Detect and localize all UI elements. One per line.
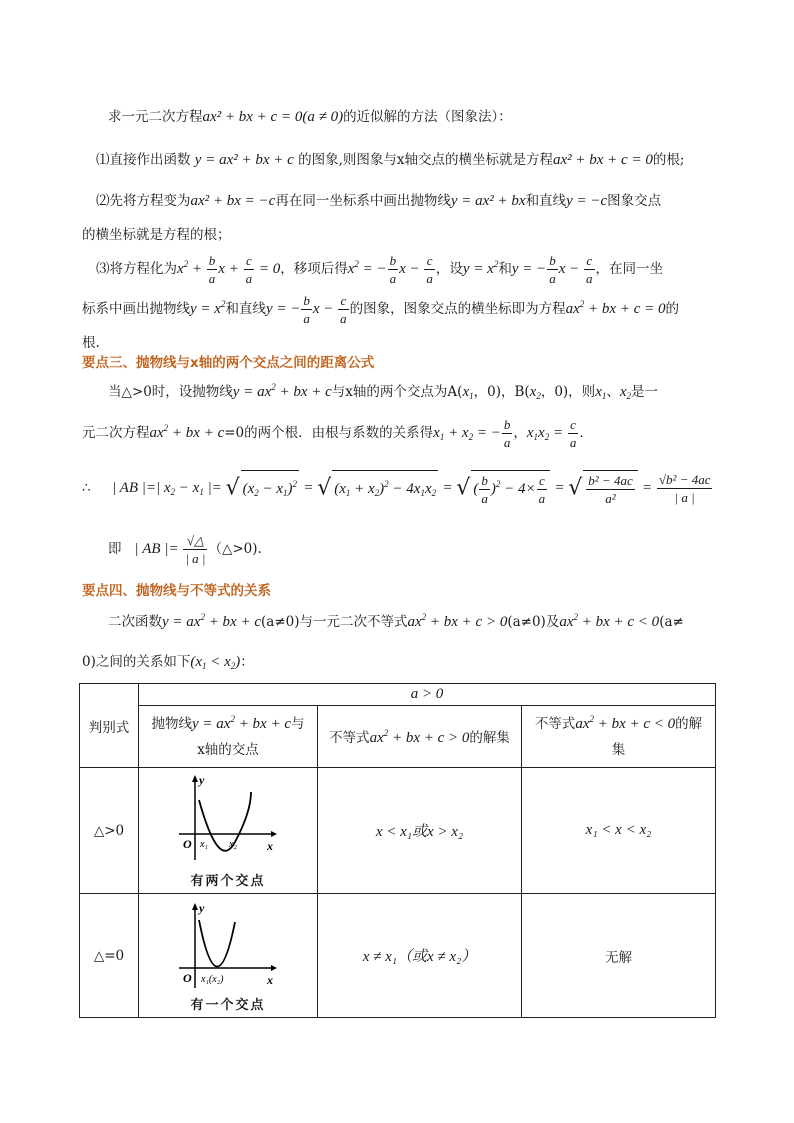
lt-solution-cell xyxy=(522,768,716,894)
discriminant-cell: △>0 xyxy=(80,768,139,894)
text: ⑴直接作出函数 xyxy=(96,152,191,168)
text: ，设 xyxy=(435,261,463,277)
method-2-line-2 xyxy=(82,225,722,245)
text: ⑵先将方程变为 xyxy=(96,193,191,209)
section-3-heading: 要点三、抛物线与x轴的两个交点之间的距离公式 xyxy=(82,355,375,371)
text: ⑶将方程化为 xyxy=(96,261,177,277)
method-1 xyxy=(96,150,736,170)
text: 和直线 xyxy=(225,301,266,317)
text: 再在同一坐标系中画出抛物线 xyxy=(275,193,451,209)
equation: y = ax² + bx xyxy=(450,193,526,209)
x-axis-label: x xyxy=(267,839,273,853)
text: 标系中画出抛物线 xyxy=(82,301,190,317)
text: ，0)，B( xyxy=(473,384,530,400)
method-3-line-2: 标系中画出抛物线$y = x^2$和直线y = − $\frac{b}{a}$ x − $\frac{c}{a}$ 的图象，图象交点的横坐标即为方程$ax^2$ + bx + c = 0的 xyxy=(82,293,679,326)
text: 集 xyxy=(611,741,626,758)
graph-caption: 有两个交点 xyxy=(190,874,266,889)
text: 的解集 xyxy=(469,730,510,746)
text: 抛物线 xyxy=(151,715,192,732)
section-3-para-2: 元二次方程$ax^2$ + bx + c=0的两个根．由根与系数的关系得$x_1 + x_2$ = − $\frac{b}{a}$ ，$x_1x_2$ = $\frac{c}{a}$ ． xyxy=(82,417,593,450)
text: 的图象，图象交点的横坐标即为方程 xyxy=(349,301,566,317)
one-intersection-graph xyxy=(173,898,283,998)
method-3: ⑶将方程化为$x^2$ + $\frac{b}{a}$ x + $\frac{c}{a}$ = 0，移项后得$x^2$ = − $\frac{b}{a}$ x − $\frac{c}{a}$ ，设$y = x^2$和y = − $\frac{b}{a}$ x − $\frac{c}{a}$ ，在同一坐 xyxy=(96,253,664,286)
a-positive-header xyxy=(139,684,716,706)
solution-text: x₁ < x < x₂ xyxy=(585,822,652,838)
solution-text: 无解 xyxy=(605,949,632,966)
text: 元二次方程 xyxy=(82,425,150,441)
origin-label: O xyxy=(183,971,192,985)
text: 与 xyxy=(291,715,305,732)
method-2 xyxy=(96,191,736,211)
header-text: a > 0 xyxy=(410,686,444,702)
equation: ax² + bx + c = 0(a ≠ 0) xyxy=(202,109,344,125)
text: 是一 xyxy=(631,384,659,400)
text: 和 xyxy=(498,261,512,277)
text: (a≠0)与一元二次不等式 xyxy=(261,614,408,630)
text: 和直线 xyxy=(525,193,567,209)
text: (a≠0)及 xyxy=(507,614,560,630)
discriminant-header: 判别式 xyxy=(80,684,139,768)
text: ： xyxy=(240,654,254,670)
x2-label: x₂ xyxy=(229,839,237,850)
solution-text: x < x₁或x > x₂ xyxy=(375,824,464,840)
text: x轴的交点 xyxy=(197,741,259,758)
x-axis-arrow-icon xyxy=(271,831,277,837)
text: ，0)，则 xyxy=(540,384,596,400)
table-row xyxy=(80,894,716,1018)
y-axis-arrow-icon xyxy=(192,775,198,782)
equation: ax² + bx + c = 0 xyxy=(553,152,653,168)
distance-formula: ∴ | AB |=| $x_2 - x_1$ |= √ $(x_2 - x_1)^2$ = √ $(x_1 + x_2)^2 - 4x_1x_2$ = √ ( $\frac{b}{a}$ )$^2$ − 4× $\frac{c}{a}$ = √ $\frac{\text{b² − 4ac}}{\text{a²}}$ = $\frac{\text{√b² − 4ac}}{| a |}$ xyxy=(82,472,711,506)
origin-label: O xyxy=(183,837,192,851)
text: 、 xyxy=(606,384,620,400)
text: ， xyxy=(513,425,527,441)
text: 即 xyxy=(108,541,122,557)
text: 的根; xyxy=(652,152,685,168)
section-3-para-1: 当△>0时，设抛物线$y = ax^2$ + bx + c与x轴的两个交点为$A(x_1$，0)，$B(x_2$，0)，则$x_1$、$x_2$是一 xyxy=(108,382,659,401)
text: ． xyxy=(579,425,593,441)
text: 的 xyxy=(665,301,679,317)
intro-line-1 xyxy=(108,107,748,127)
table-row xyxy=(80,768,716,894)
y-axis-arrow-icon xyxy=(192,903,198,910)
text: (a≠ xyxy=(659,614,684,630)
y-axis-label: y xyxy=(199,901,205,915)
graph-caption: 有一个交点 xyxy=(190,998,266,1013)
graph-cell xyxy=(139,894,318,1018)
y-axis-label: y xyxy=(199,773,205,787)
text: 0)之间的关系如下 xyxy=(82,654,191,670)
solution-text: x ≠ x₁（或x ≠ x₂） xyxy=(362,949,477,965)
text: 的解 xyxy=(675,715,703,732)
text: ，在同一坐 xyxy=(595,261,664,277)
lt-solution-cell xyxy=(522,894,716,1018)
section-4-para-1: 二次函数$y = ax^2$ + bx + c(a≠0)与一元二次不等式$ax^2$ + bx + c > 0(a≠0)及$ax^2$ + bx + c < 0(a≠ xyxy=(108,612,684,630)
parabola-curve xyxy=(199,920,235,967)
gt-solution-cell xyxy=(318,768,522,894)
text: 不等式 xyxy=(534,715,576,732)
distance-formula-short: 即 | AB |= $\frac{√\triangle}{| a |}$ （△>0). xyxy=(108,533,262,566)
x-axis-arrow-icon xyxy=(271,965,277,971)
text: 的图象,则图象与x轴交点的横坐标就是方程 xyxy=(298,152,553,168)
text: 的近似解的方法（图象法）： xyxy=(343,109,512,125)
therefore-symbol: ∴ xyxy=(82,480,91,496)
gt-solution-cell xyxy=(318,894,522,1018)
text: 当△>0时，设抛物线 xyxy=(108,384,233,400)
relation-table xyxy=(79,683,716,1018)
text: 与x轴的两个交点为A( xyxy=(331,384,463,400)
graph-cell xyxy=(139,768,318,894)
method-3-line-3 xyxy=(82,333,722,353)
two-intersections-graph xyxy=(173,772,283,872)
x-axis-label: x xyxy=(267,973,273,987)
text: 二次函数 xyxy=(108,614,162,630)
text: =0的两个根．由根与系数的关系得 xyxy=(224,425,434,441)
equation: y = −c xyxy=(566,193,608,209)
section-4-heading: 要点四、抛物线与不等式的关系 xyxy=(82,583,271,599)
equation: ax² + bx = −c xyxy=(190,193,276,209)
discriminant-cell: △=0 xyxy=(80,894,139,1018)
section-4-para-2: 0)之间的关系如下$(x_1 < x_2)$： xyxy=(82,654,254,671)
text: 不等式 xyxy=(329,730,370,746)
text: （△>0). xyxy=(208,541,262,557)
text: 图象交点 xyxy=(607,193,662,209)
equation: y = ax² + bx + c xyxy=(194,152,294,168)
x1-label: x₁ xyxy=(200,839,208,850)
text: ，移项后得 xyxy=(280,261,348,277)
lt-solution-header: 不等式$ax^2$ + bx + c < 0的解 集 xyxy=(522,706,716,768)
gt-solution-header: 不等式$ax^2$ + bx + c > 0的解集 xyxy=(318,706,522,768)
parabola-header: 抛物线$y = ax^2$ + bx + c与 x轴的交点 xyxy=(139,706,318,768)
text: 的横坐标就是方程的根； xyxy=(82,227,231,243)
x1x2-label: x₁(x₂) xyxy=(201,974,224,985)
text: 求一元二次方程 xyxy=(108,109,203,125)
text: 根. xyxy=(82,335,100,351)
